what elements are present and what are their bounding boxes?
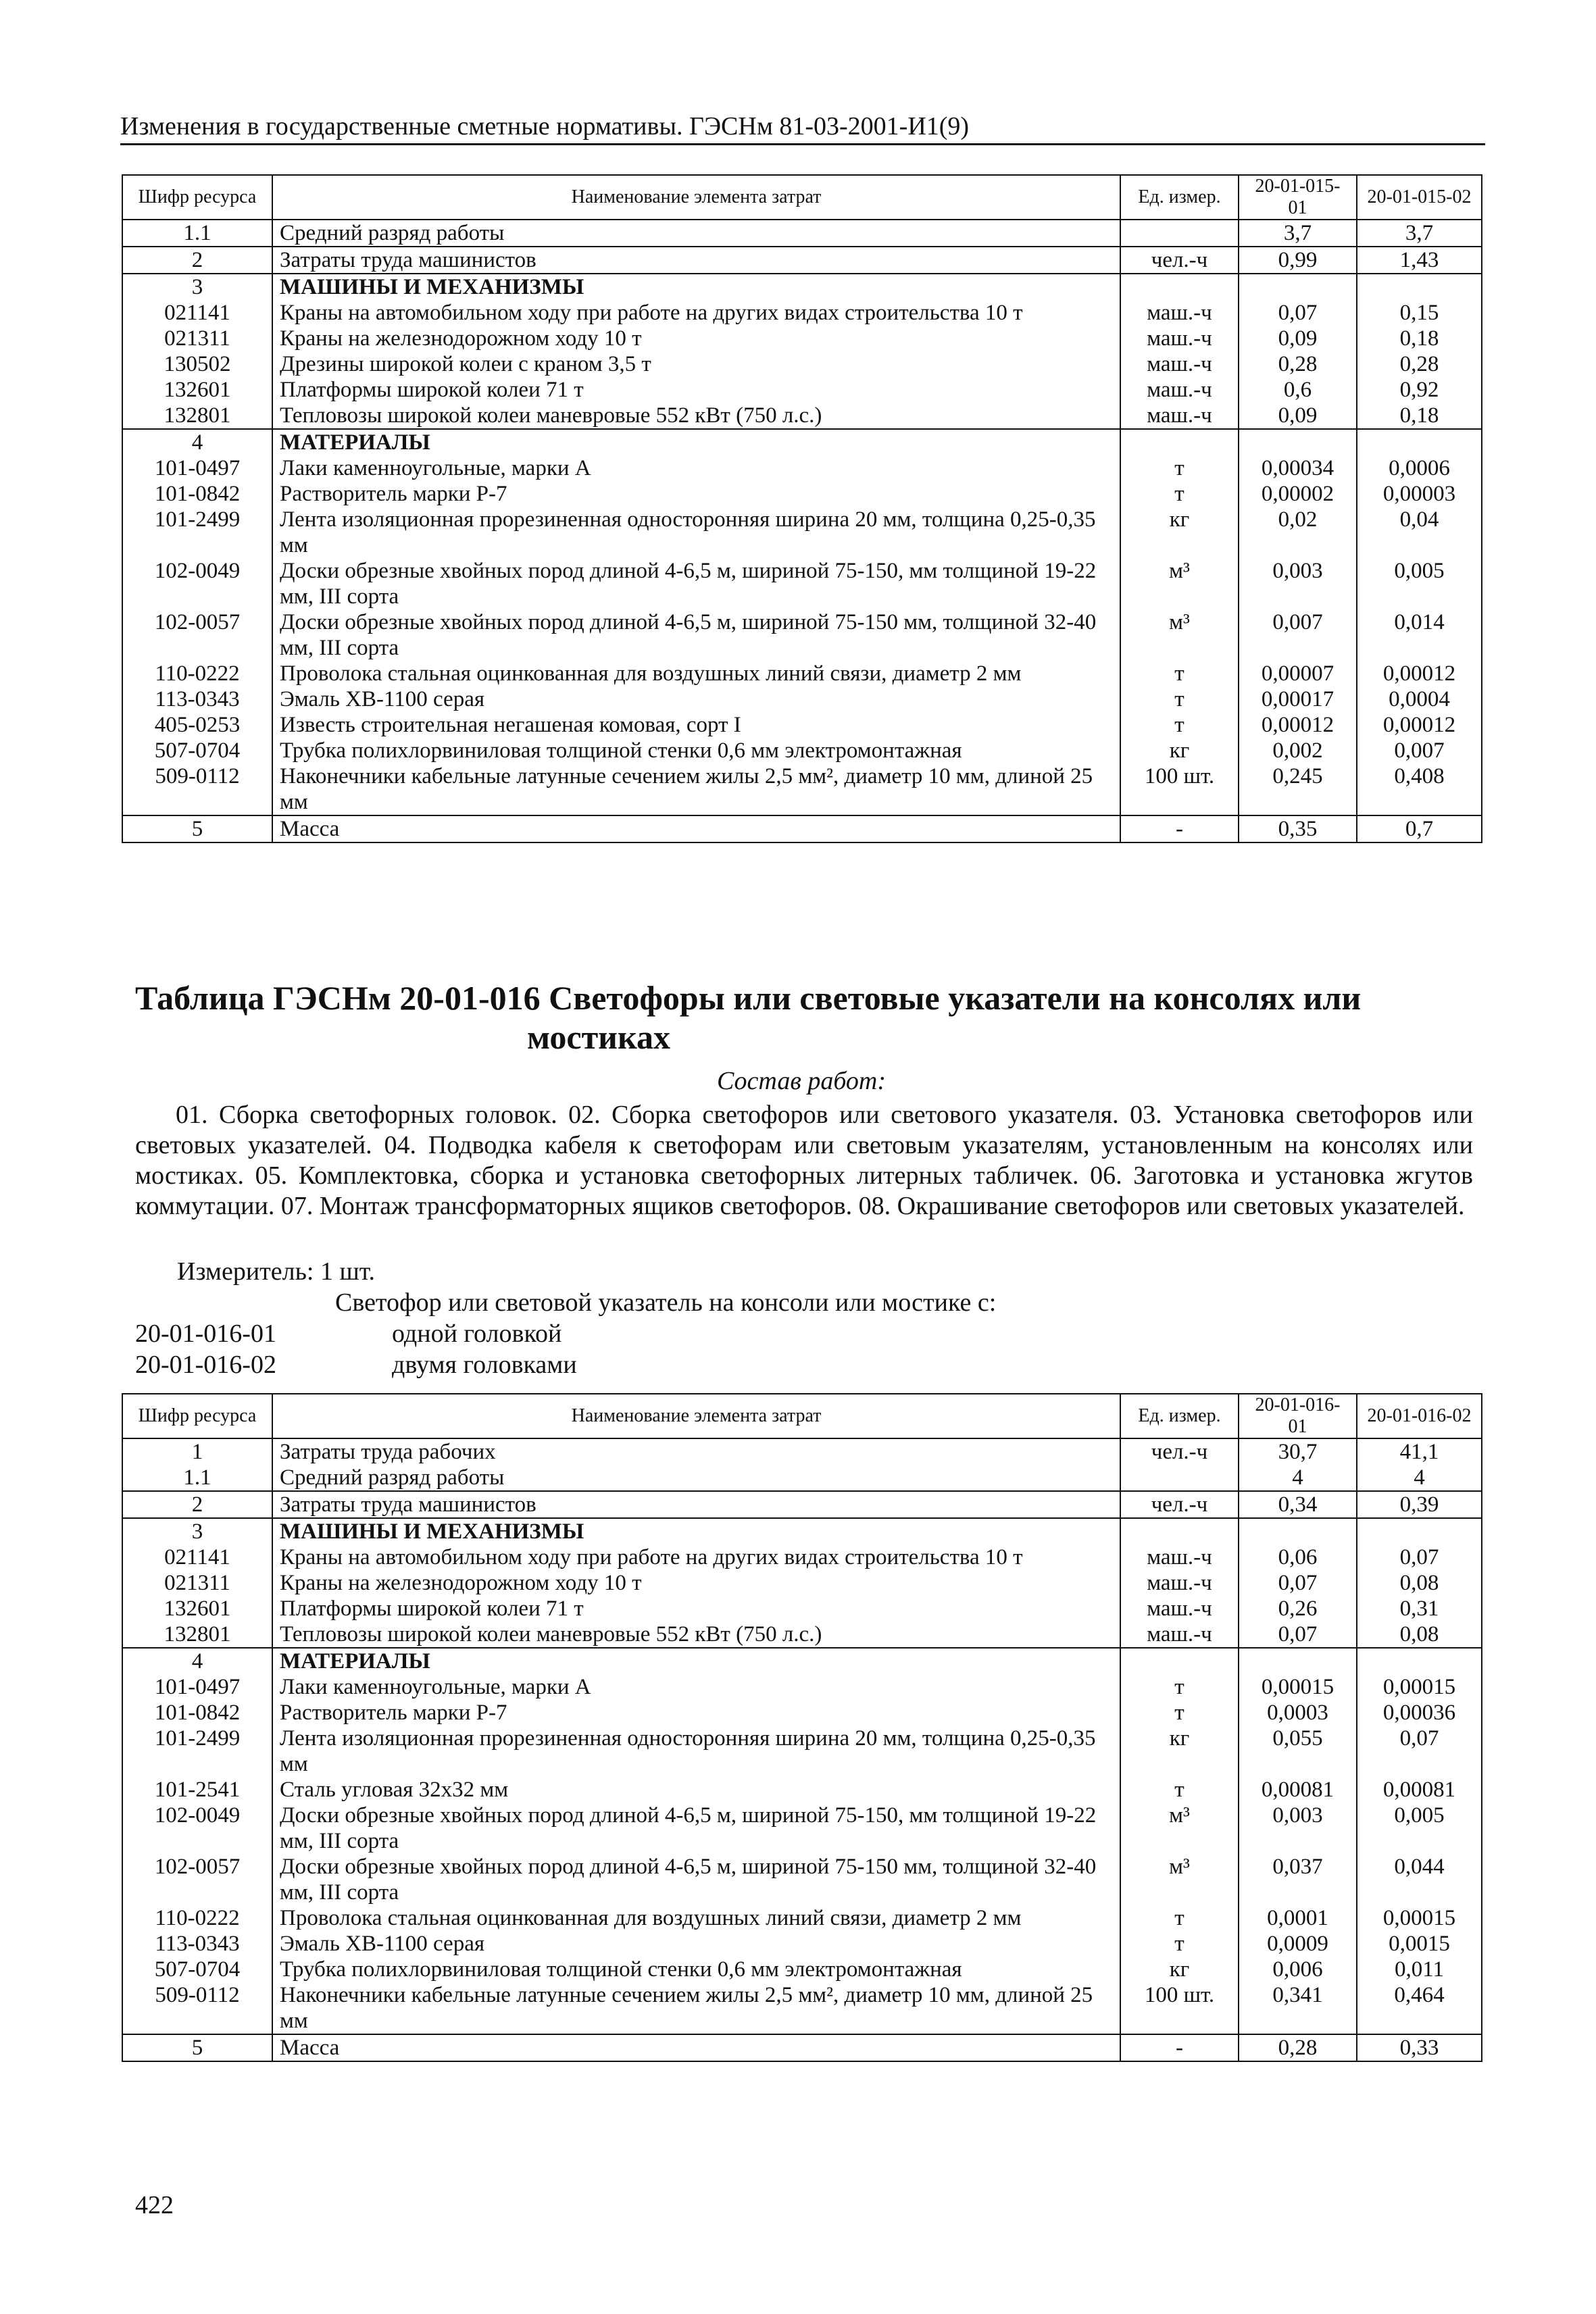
work-composition-heading: Состав работ: xyxy=(716,1067,887,1095)
cell-code: 021311 xyxy=(122,326,272,351)
variant-code: 20-01-016-01 xyxy=(135,1319,276,1348)
cell-name: Тепловозы широкой колеи маневровые 552 кВт (750 л.с.) xyxy=(280,403,822,428)
cell-v1: 0,007 xyxy=(1239,609,1357,661)
cell-v2: 0,014 xyxy=(1357,609,1482,661)
cell-v1: 0,00081 xyxy=(1239,1777,1357,1803)
cell-code: 101-2499 xyxy=(122,1726,272,1777)
table-row xyxy=(122,1621,1482,1648)
cell-name: Растворитель марки Р-7 xyxy=(280,482,507,506)
cell-code: 1 xyxy=(122,1438,272,1465)
cell-v2: 0,0006 xyxy=(1357,455,1482,481)
table-row xyxy=(122,1957,1482,1982)
table-row xyxy=(122,1777,1482,1803)
cell-v1 xyxy=(1239,274,1357,300)
cell-v1: 0,00002 xyxy=(1239,481,1357,507)
cell-unit: м³ xyxy=(1120,1854,1239,1905)
cell-code: 5 xyxy=(122,2034,272,2061)
cell-name: Краны на железнодорожном ходу 10 т xyxy=(280,326,642,351)
cell-unit: 100 шт. xyxy=(1120,1982,1239,2034)
cell-v2: 0,408 xyxy=(1357,763,1482,815)
cell-unit xyxy=(1120,220,1239,247)
cell-code: 130502 xyxy=(122,351,272,377)
table-row xyxy=(122,1700,1482,1726)
table-header-row xyxy=(122,175,1482,220)
cell-name: Доски обрезные хвойных пород длиной 4-6,5 м, шириной 75-150, мм толщиной 19-22 мм, III сорта xyxy=(280,559,1097,609)
cell-v2: 0,00012 xyxy=(1357,712,1482,738)
cell-unit: кг xyxy=(1120,738,1239,763)
cell-v1: 0,0001 xyxy=(1239,1905,1357,1931)
cell-v1: 0,07 xyxy=(1239,1621,1357,1648)
cell-code: 4 xyxy=(122,429,272,455)
table-row xyxy=(122,403,1482,429)
cell-unit: маш.-ч xyxy=(1120,403,1239,429)
cell-code: 507-0704 xyxy=(122,738,272,763)
cell-v2: 0,07 xyxy=(1357,1726,1482,1777)
cell-v1: 0,002 xyxy=(1239,738,1357,763)
cell-v2: 0,00081 xyxy=(1357,1777,1482,1803)
header-name: Наименование элемента затрат xyxy=(272,1394,1120,1438)
variant-text: одной головкой xyxy=(392,1319,562,1348)
cell-v1: 0,341 xyxy=(1239,1982,1357,2034)
table-row xyxy=(122,1726,1482,1777)
cell-v2: 0,39 xyxy=(1357,1491,1482,1518)
table-row xyxy=(122,1648,1482,1674)
header-unit: Ед. измер. xyxy=(1120,175,1239,220)
header-code: Шифр ресурса xyxy=(122,1394,272,1438)
cell-v2: 41,1 xyxy=(1357,1438,1482,1465)
cell-v2: 0,00015 xyxy=(1357,1674,1482,1700)
cell-v2: 0,00012 xyxy=(1357,661,1482,686)
cell-name: Эмаль ХВ-1100 серая xyxy=(280,1932,485,1956)
header-name: Наименование элемента затрат xyxy=(272,175,1120,220)
cell-name: Затраты труда рабочих xyxy=(280,1440,496,1464)
cell-code: 101-2541 xyxy=(122,1777,272,1803)
table-row xyxy=(122,1544,1482,1570)
section-title-line1: Таблица ГЭСНм 20-01-016 Светофоры или световые указатели на консолях или xyxy=(135,979,1362,1017)
header-col2: 20-01-015-02 xyxy=(1357,175,1482,220)
cell-unit: чел.-ч xyxy=(1120,1491,1239,1518)
cell-name: Лента изоляционная прорезиненная односторонняя ширина 20 мм, толщина 0,25-0,35 мм xyxy=(280,507,1096,557)
cell-v1 xyxy=(1239,1648,1357,1674)
table-row xyxy=(122,1905,1482,1931)
table-row xyxy=(122,661,1482,686)
cell-v1: 0,09 xyxy=(1239,326,1357,351)
cell-v2: 3,7 xyxy=(1357,220,1482,247)
cell-name: Сталь угловая 32х32 мм xyxy=(280,1778,509,1802)
cell-unit: маш.-ч xyxy=(1120,351,1239,377)
cell-v2: 0,15 xyxy=(1357,300,1482,326)
cell-code: 101-2499 xyxy=(122,507,272,558)
cell-unit: т xyxy=(1120,1674,1239,1700)
cell-v2: 0,31 xyxy=(1357,1596,1482,1621)
cell-v1: 0,06 xyxy=(1239,1544,1357,1570)
cell-name: Лента изоляционная прорезиненная односторонняя ширина 20 мм, толщина 0,25-0,35 мм xyxy=(280,1726,1096,1776)
cell-v1: 0,99 xyxy=(1239,247,1357,274)
cell-unit xyxy=(1120,1648,1239,1674)
measure-unit: Измеритель: 1 шт. xyxy=(177,1257,375,1286)
cell-v2: 0,33 xyxy=(1357,2034,1482,2061)
cell-unit: маш.-ч xyxy=(1120,326,1239,351)
cell-name: Доски обрезные хвойных пород длиной 4-6,5 м, шириной 75-150, мм толщиной 19-22 мм, III сорта xyxy=(280,1803,1097,1853)
cell-v1: 0,0003 xyxy=(1239,1700,1357,1726)
cell-unit: кг xyxy=(1120,507,1239,558)
header-code: Шифр ресурса xyxy=(122,175,272,220)
cell-name: Средний разряд работы xyxy=(280,221,505,245)
table-row xyxy=(122,763,1482,815)
cell-name: Трубка полихлорвиниловая толщиной стенки 0,6 мм электромонтажная xyxy=(280,1957,962,1982)
cell-code: 102-0049 xyxy=(122,558,272,609)
variant-row xyxy=(135,1350,577,1380)
table-body xyxy=(122,220,1482,842)
cell-unit: т xyxy=(1120,1777,1239,1803)
header-unit: Ед. измер. xyxy=(1120,1394,1239,1438)
cell-name: Краны на автомобильном ходу при работе на других видах строительства 10 т xyxy=(280,301,1023,325)
cell-v1: 0,0009 xyxy=(1239,1931,1357,1957)
cell-v1: 30,7 xyxy=(1239,1438,1357,1465)
cell-name: Средний разряд работы xyxy=(280,1465,505,1490)
table-row xyxy=(122,815,1482,842)
cell-code: 132801 xyxy=(122,1621,272,1648)
resource-table-015 xyxy=(122,174,1482,843)
work-composition-text: 01. Сборка светофорных головок. 02. Сборка светофоров или светового указателя. 03. Установка светофоров или световых указателей. 04. Подводка кабеля к светофорам или световым указателям, установленным на консолях или мостиках. 05. Комплектовка, сборка и установка светофорных литерных табличек. 06. Заготовка и установка жгутов коммутации. 07. Монтаж трансформаторных ящиков светофоров. 08. Окрашивание светофоров или световых указателей. xyxy=(135,1101,1473,1220)
table-row xyxy=(122,326,1482,351)
cell-code: 101-0497 xyxy=(122,455,272,481)
variant-text: двумя головками xyxy=(392,1351,577,1379)
cell-v2 xyxy=(1357,429,1482,455)
cell-v1: 0,245 xyxy=(1239,763,1357,815)
cell-name: Платформы широкой колеи 71 т xyxy=(280,1596,584,1621)
cell-code: 405-0253 xyxy=(122,712,272,738)
cell-v1: 0,26 xyxy=(1239,1596,1357,1621)
header-col1: 20-01-016-01 xyxy=(1239,1394,1357,1438)
cell-unit: маш.-ч xyxy=(1120,1544,1239,1570)
cell-code: 1.1 xyxy=(122,1465,272,1491)
cell-unit: 100 шт. xyxy=(1120,763,1239,815)
cell-code: 101-0842 xyxy=(122,1700,272,1726)
cell-unit: кг xyxy=(1120,1726,1239,1777)
cell-unit: т xyxy=(1120,481,1239,507)
cell-v1: 0,00015 xyxy=(1239,1674,1357,1700)
cell-v2: 0,00036 xyxy=(1357,1700,1482,1726)
cell-name: МАШИНЫ И МЕХАНИЗМЫ xyxy=(272,274,1120,300)
cell-name: Наконечники кабельные латунные сечением жилы 2,5 мм², диаметр 10 мм, длиной 25 мм xyxy=(280,764,1093,814)
cell-code: 132601 xyxy=(122,377,272,403)
cell-v1: 0,07 xyxy=(1239,300,1357,326)
table-row xyxy=(122,1518,1482,1544)
cell-v2: 0,18 xyxy=(1357,403,1482,429)
cell-v1: 0,07 xyxy=(1239,1570,1357,1596)
cell-v1: 0,00012 xyxy=(1239,712,1357,738)
cell-name: Дрезины широкой колеи с краном 3,5 т xyxy=(280,352,651,376)
page-header: Изменения в государственные сметные нормативы. ГЭСНм 81-03-2001-И1(9) xyxy=(120,112,1485,145)
cell-unit: т xyxy=(1120,1700,1239,1726)
resource-table-016 xyxy=(122,1393,1482,2062)
cell-code: 132601 xyxy=(122,1596,272,1621)
cell-code: 132801 xyxy=(122,403,272,429)
cell-unit: т xyxy=(1120,455,1239,481)
cell-name: Наконечники кабельные латунные сечением жилы 2,5 мм², диаметр 10 мм, длиной 25 мм xyxy=(280,1983,1093,2033)
cell-name: Масса xyxy=(272,2034,1120,2061)
cell-code: 110-0222 xyxy=(122,1905,272,1931)
table-row xyxy=(122,738,1482,763)
cell-unit: чел.-ч xyxy=(1120,1438,1239,1465)
cell-unit: - xyxy=(1120,815,1239,842)
table-row xyxy=(122,220,1482,247)
cell-name: Проволока стальная оцинкованная для воздушных линий связи, диаметр 2 мм xyxy=(280,661,1022,686)
cell-code: 021141 xyxy=(122,1544,272,1570)
cell-code: 3 xyxy=(122,1518,272,1544)
variant-heading: Светофор или световой указатель на консоли или мостике с: xyxy=(335,1288,997,1317)
cell-v1: 0,28 xyxy=(1239,2034,1357,2061)
table-row xyxy=(122,429,1482,455)
cell-v2: 0,7 xyxy=(1357,815,1482,842)
cell-v2: 0,0004 xyxy=(1357,686,1482,712)
cell-name: Эмаль ХВ-1100 серая xyxy=(280,687,485,711)
cell-unit: - xyxy=(1120,2034,1239,2061)
table-row xyxy=(122,1596,1482,1621)
table-row xyxy=(122,300,1482,326)
variant-code: 20-01-016-02 xyxy=(135,1351,276,1379)
cell-code: 1.1 xyxy=(122,220,272,247)
cell-v2: 0,00015 xyxy=(1357,1905,1482,1931)
cell-unit: маш.-ч xyxy=(1120,1621,1239,1648)
table-row xyxy=(122,686,1482,712)
cell-code: 102-0057 xyxy=(122,1854,272,1905)
table-row xyxy=(122,558,1482,609)
cell-v1: 0,02 xyxy=(1239,507,1357,558)
table-row xyxy=(122,1982,1482,2034)
cell-name: МАТЕРИАЛЫ xyxy=(272,1648,1120,1674)
table-row xyxy=(122,1674,1482,1700)
cell-v1 xyxy=(1239,1518,1357,1544)
cell-code: 2 xyxy=(122,247,272,274)
table-row xyxy=(122,274,1482,300)
cell-unit xyxy=(1120,1518,1239,1544)
table-body xyxy=(122,1438,1482,2061)
cell-code: 113-0343 xyxy=(122,686,272,712)
table-header-row xyxy=(122,1394,1482,1438)
table-row xyxy=(122,2034,1482,2061)
cell-v2: 0,08 xyxy=(1357,1570,1482,1596)
cell-code: 113-0343 xyxy=(122,1931,272,1957)
cell-name: Растворитель марки Р-7 xyxy=(280,1701,507,1725)
cell-name: Известь строительная негашеная комовая, сорт I xyxy=(280,713,741,737)
cell-unit: м³ xyxy=(1120,1803,1239,1854)
table-row xyxy=(122,1570,1482,1596)
cell-v2 xyxy=(1357,1518,1482,1544)
cell-unit: маш.-ч xyxy=(1120,1596,1239,1621)
cell-v2: 0,18 xyxy=(1357,326,1482,351)
cell-v1: 0,00007 xyxy=(1239,661,1357,686)
cell-v1: 0,35 xyxy=(1239,815,1357,842)
header-col1: 20-01-015-01 xyxy=(1239,175,1357,220)
cell-v2: 0,08 xyxy=(1357,1621,1482,1648)
table-row xyxy=(122,1491,1482,1518)
cell-code: 102-0049 xyxy=(122,1803,272,1854)
cell-code: 509-0112 xyxy=(122,763,272,815)
table-row xyxy=(122,712,1482,738)
cell-v1: 0,6 xyxy=(1239,377,1357,403)
cell-v2: 0,007 xyxy=(1357,738,1482,763)
table-row xyxy=(122,377,1482,403)
cell-unit: т xyxy=(1120,712,1239,738)
table-row xyxy=(122,455,1482,481)
cell-unit: чел.-ч xyxy=(1120,247,1239,274)
cell-code: 110-0222 xyxy=(122,661,272,686)
cell-unit: м³ xyxy=(1120,609,1239,661)
cell-v2: 0,00003 xyxy=(1357,481,1482,507)
page-number: 422 xyxy=(135,2191,174,2219)
cell-v1 xyxy=(1239,429,1357,455)
cell-name: Тепловозы широкой колеи маневровые 552 кВт (750 л.с.) xyxy=(280,1622,822,1646)
cell-v2: 0,92 xyxy=(1357,377,1482,403)
cell-name: Лаки каменноугольные, марки А xyxy=(280,1675,591,1699)
cell-unit: м³ xyxy=(1120,558,1239,609)
cell-v2: 4 xyxy=(1357,1465,1482,1491)
cell-name: Трубка полихлорвиниловая толщиной стенки 0,6 мм электромонтажная xyxy=(280,738,962,763)
cell-unit: маш.-ч xyxy=(1120,1570,1239,1596)
cell-v1: 4 xyxy=(1239,1465,1357,1491)
cell-name: Проволока стальная оцинкованная для воздушных линий связи, диаметр 2 мм xyxy=(280,1906,1022,1930)
cell-v2: 0,005 xyxy=(1357,558,1482,609)
cell-v1: 0,055 xyxy=(1239,1726,1357,1777)
cell-name: МАТЕРИАЛЫ xyxy=(272,429,1120,455)
cell-v2: 0,07 xyxy=(1357,1544,1482,1570)
cell-name: Лаки каменноугольные, марки А xyxy=(280,456,591,480)
cell-code: 507-0704 xyxy=(122,1957,272,1982)
table-row xyxy=(122,609,1482,661)
cell-v2: 0,464 xyxy=(1357,1982,1482,2034)
cell-name: Масса xyxy=(272,815,1120,842)
cell-code: 102-0057 xyxy=(122,609,272,661)
cell-unit: т xyxy=(1120,1931,1239,1957)
cell-code: 2 xyxy=(122,1491,272,1518)
header-col2: 20-01-016-02 xyxy=(1357,1394,1482,1438)
cell-name: Затраты труда машинистов xyxy=(272,247,1120,274)
cell-v2: 0,044 xyxy=(1357,1854,1482,1905)
cell-v2: 0,04 xyxy=(1357,507,1482,558)
cell-v2 xyxy=(1357,274,1482,300)
cell-name: МАШИНЫ И МЕХАНИЗМЫ xyxy=(272,1518,1120,1544)
cell-v1: 0,003 xyxy=(1239,558,1357,609)
cell-v2: 0,011 xyxy=(1357,1957,1482,1982)
cell-v1: 0,003 xyxy=(1239,1803,1357,1854)
cell-v1: 0,006 xyxy=(1239,1957,1357,1982)
cell-code: 4 xyxy=(122,1648,272,1674)
cell-unit: т xyxy=(1120,1905,1239,1931)
cell-code: 3 xyxy=(122,274,272,300)
cell-v1: 3,7 xyxy=(1239,220,1357,247)
cell-name: Затраты труда машинистов xyxy=(272,1491,1120,1518)
cell-v1: 0,00017 xyxy=(1239,686,1357,712)
cell-name: Доски обрезные хвойных пород длиной 4-6,5 м, шириной 75-150 мм, толщиной 32-40 мм, III сорта xyxy=(280,1855,1097,1905)
cell-code: 5 xyxy=(122,815,272,842)
section-title-line2: мостиках xyxy=(527,1018,671,1056)
cell-v2: 1,43 xyxy=(1357,247,1482,274)
cell-v1: 0,34 xyxy=(1239,1491,1357,1518)
cell-v2 xyxy=(1357,1648,1482,1674)
cell-unit xyxy=(1120,1465,1239,1491)
cell-code: 101-0497 xyxy=(122,1674,272,1700)
cell-code: 021311 xyxy=(122,1570,272,1596)
cell-unit: маш.-ч xyxy=(1120,300,1239,326)
variant-row xyxy=(135,1319,562,1349)
cell-unit xyxy=(1120,274,1239,300)
table-row xyxy=(122,507,1482,558)
table-row xyxy=(122,247,1482,274)
table-row xyxy=(122,1438,1482,1465)
table-row xyxy=(122,481,1482,507)
cell-unit: кг xyxy=(1120,1957,1239,1982)
table-row xyxy=(122,1931,1482,1957)
cell-v2: 0,0015 xyxy=(1357,1931,1482,1957)
cell-v1: 0,28 xyxy=(1239,351,1357,377)
cell-code: 021141 xyxy=(122,300,272,326)
cell-name: Платформы широкой колеи 71 т xyxy=(280,378,584,402)
cell-name: Краны на автомобильном ходу при работе на других видах строительства 10 т xyxy=(280,1545,1023,1569)
table-row xyxy=(122,1465,1482,1491)
cell-unit xyxy=(1120,429,1239,455)
cell-name: Доски обрезные хвойных пород длиной 4-6,5 м, шириной 75-150 мм, толщиной 32-40 мм, III сорта xyxy=(280,610,1097,660)
table-row xyxy=(122,1854,1482,1905)
cell-v1: 0,00034 xyxy=(1239,455,1357,481)
cell-unit: т xyxy=(1120,686,1239,712)
cell-v2: 0,28 xyxy=(1357,351,1482,377)
cell-name: Краны на железнодорожном ходу 10 т xyxy=(280,1571,642,1595)
cell-unit: маш.-ч xyxy=(1120,377,1239,403)
cell-code: 101-0842 xyxy=(122,481,272,507)
table-row xyxy=(122,351,1482,377)
table-row xyxy=(122,1803,1482,1854)
section-title xyxy=(135,978,1473,1057)
cell-v1: 0,037 xyxy=(1239,1854,1357,1905)
cell-unit: т xyxy=(1120,661,1239,686)
cell-v1: 0,09 xyxy=(1239,403,1357,429)
cell-v2: 0,005 xyxy=(1357,1803,1482,1854)
cell-code: 509-0112 xyxy=(122,1982,272,2034)
